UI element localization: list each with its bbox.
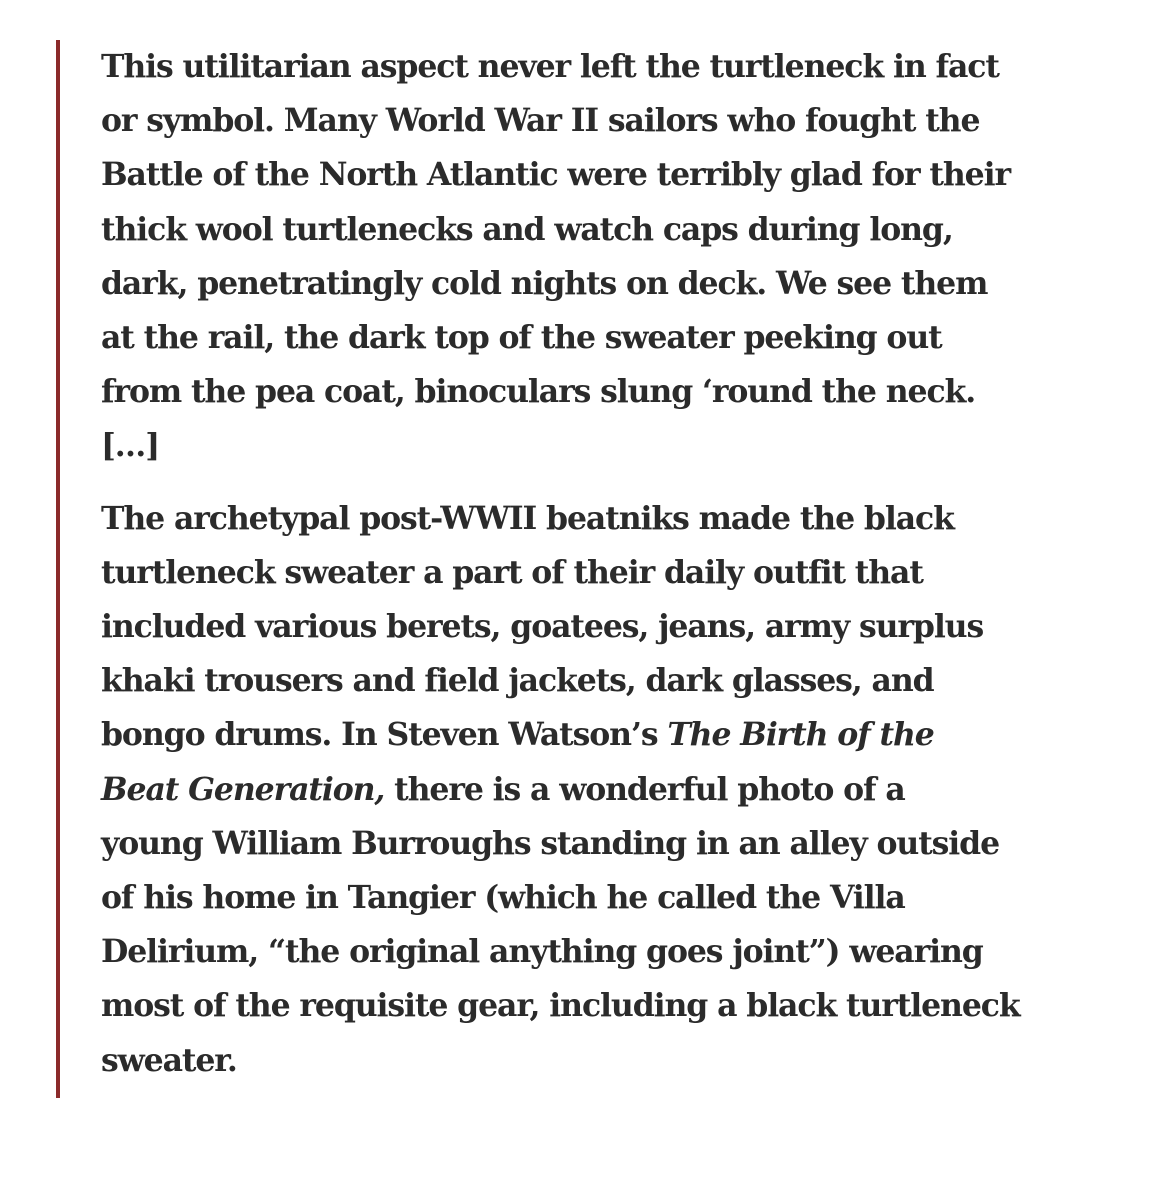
paragraph-line xyxy=(101,708,1116,762)
line-text: there is a wonderful photo of a xyxy=(384,770,905,808)
quote-paragraph-1 xyxy=(101,40,1116,474)
paragraph-line: most of the requisite gear, including a black turtleneck xyxy=(101,987,1020,1025)
paragraph-line xyxy=(101,763,1116,817)
ellipsis-marker: […] xyxy=(101,427,160,465)
paragraph-line: from the pea coat, binoculars slung ‘round the neck. xyxy=(101,373,976,411)
paragraph-line: or symbol. Many World War II sailors who fought the xyxy=(101,102,980,140)
paragraph-line: turtleneck sweater a part of their daily outfit that xyxy=(101,553,923,591)
blockquote xyxy=(56,40,1116,1098)
paragraph-line: This utilitarian aspect never left the turtleneck in fact xyxy=(101,48,999,85)
line-text: bongo drums. In Steven Watson’s xyxy=(101,716,668,754)
paragraph-line: at the rail, the dark top of the sweater peeking out xyxy=(101,319,942,357)
paragraph-line: Delirium, “the original anything goes joint”) wearing xyxy=(101,933,983,971)
paragraph-line: The archetypal post-WWII beatniks made the black xyxy=(101,499,954,537)
paragraph-line: thick wool turtlenecks and watch caps during long, xyxy=(101,210,953,248)
paragraph-line: young William Burroughs standing in an alley outside xyxy=(101,824,1000,862)
quote-paragraph-2 xyxy=(101,492,1116,1088)
paragraph-line: khaki trousers and field jackets, dark glasses, and xyxy=(101,662,934,700)
paragraph-line: sweater. xyxy=(101,1041,237,1079)
paragraph-line: Battle of the North Atlantic were terribly glad for their xyxy=(101,156,1010,194)
book-title: Beat Generation, xyxy=(101,770,385,808)
book-title: The Birth of the xyxy=(667,716,934,754)
paragraph-line: of his home in Tangier (which he called the Villa xyxy=(101,879,905,917)
paragraph-line: dark, penetratingly cold nights on deck. We see them xyxy=(101,264,988,302)
paragraph-line: included various berets, goatees, jeans, army surplus xyxy=(101,608,984,646)
